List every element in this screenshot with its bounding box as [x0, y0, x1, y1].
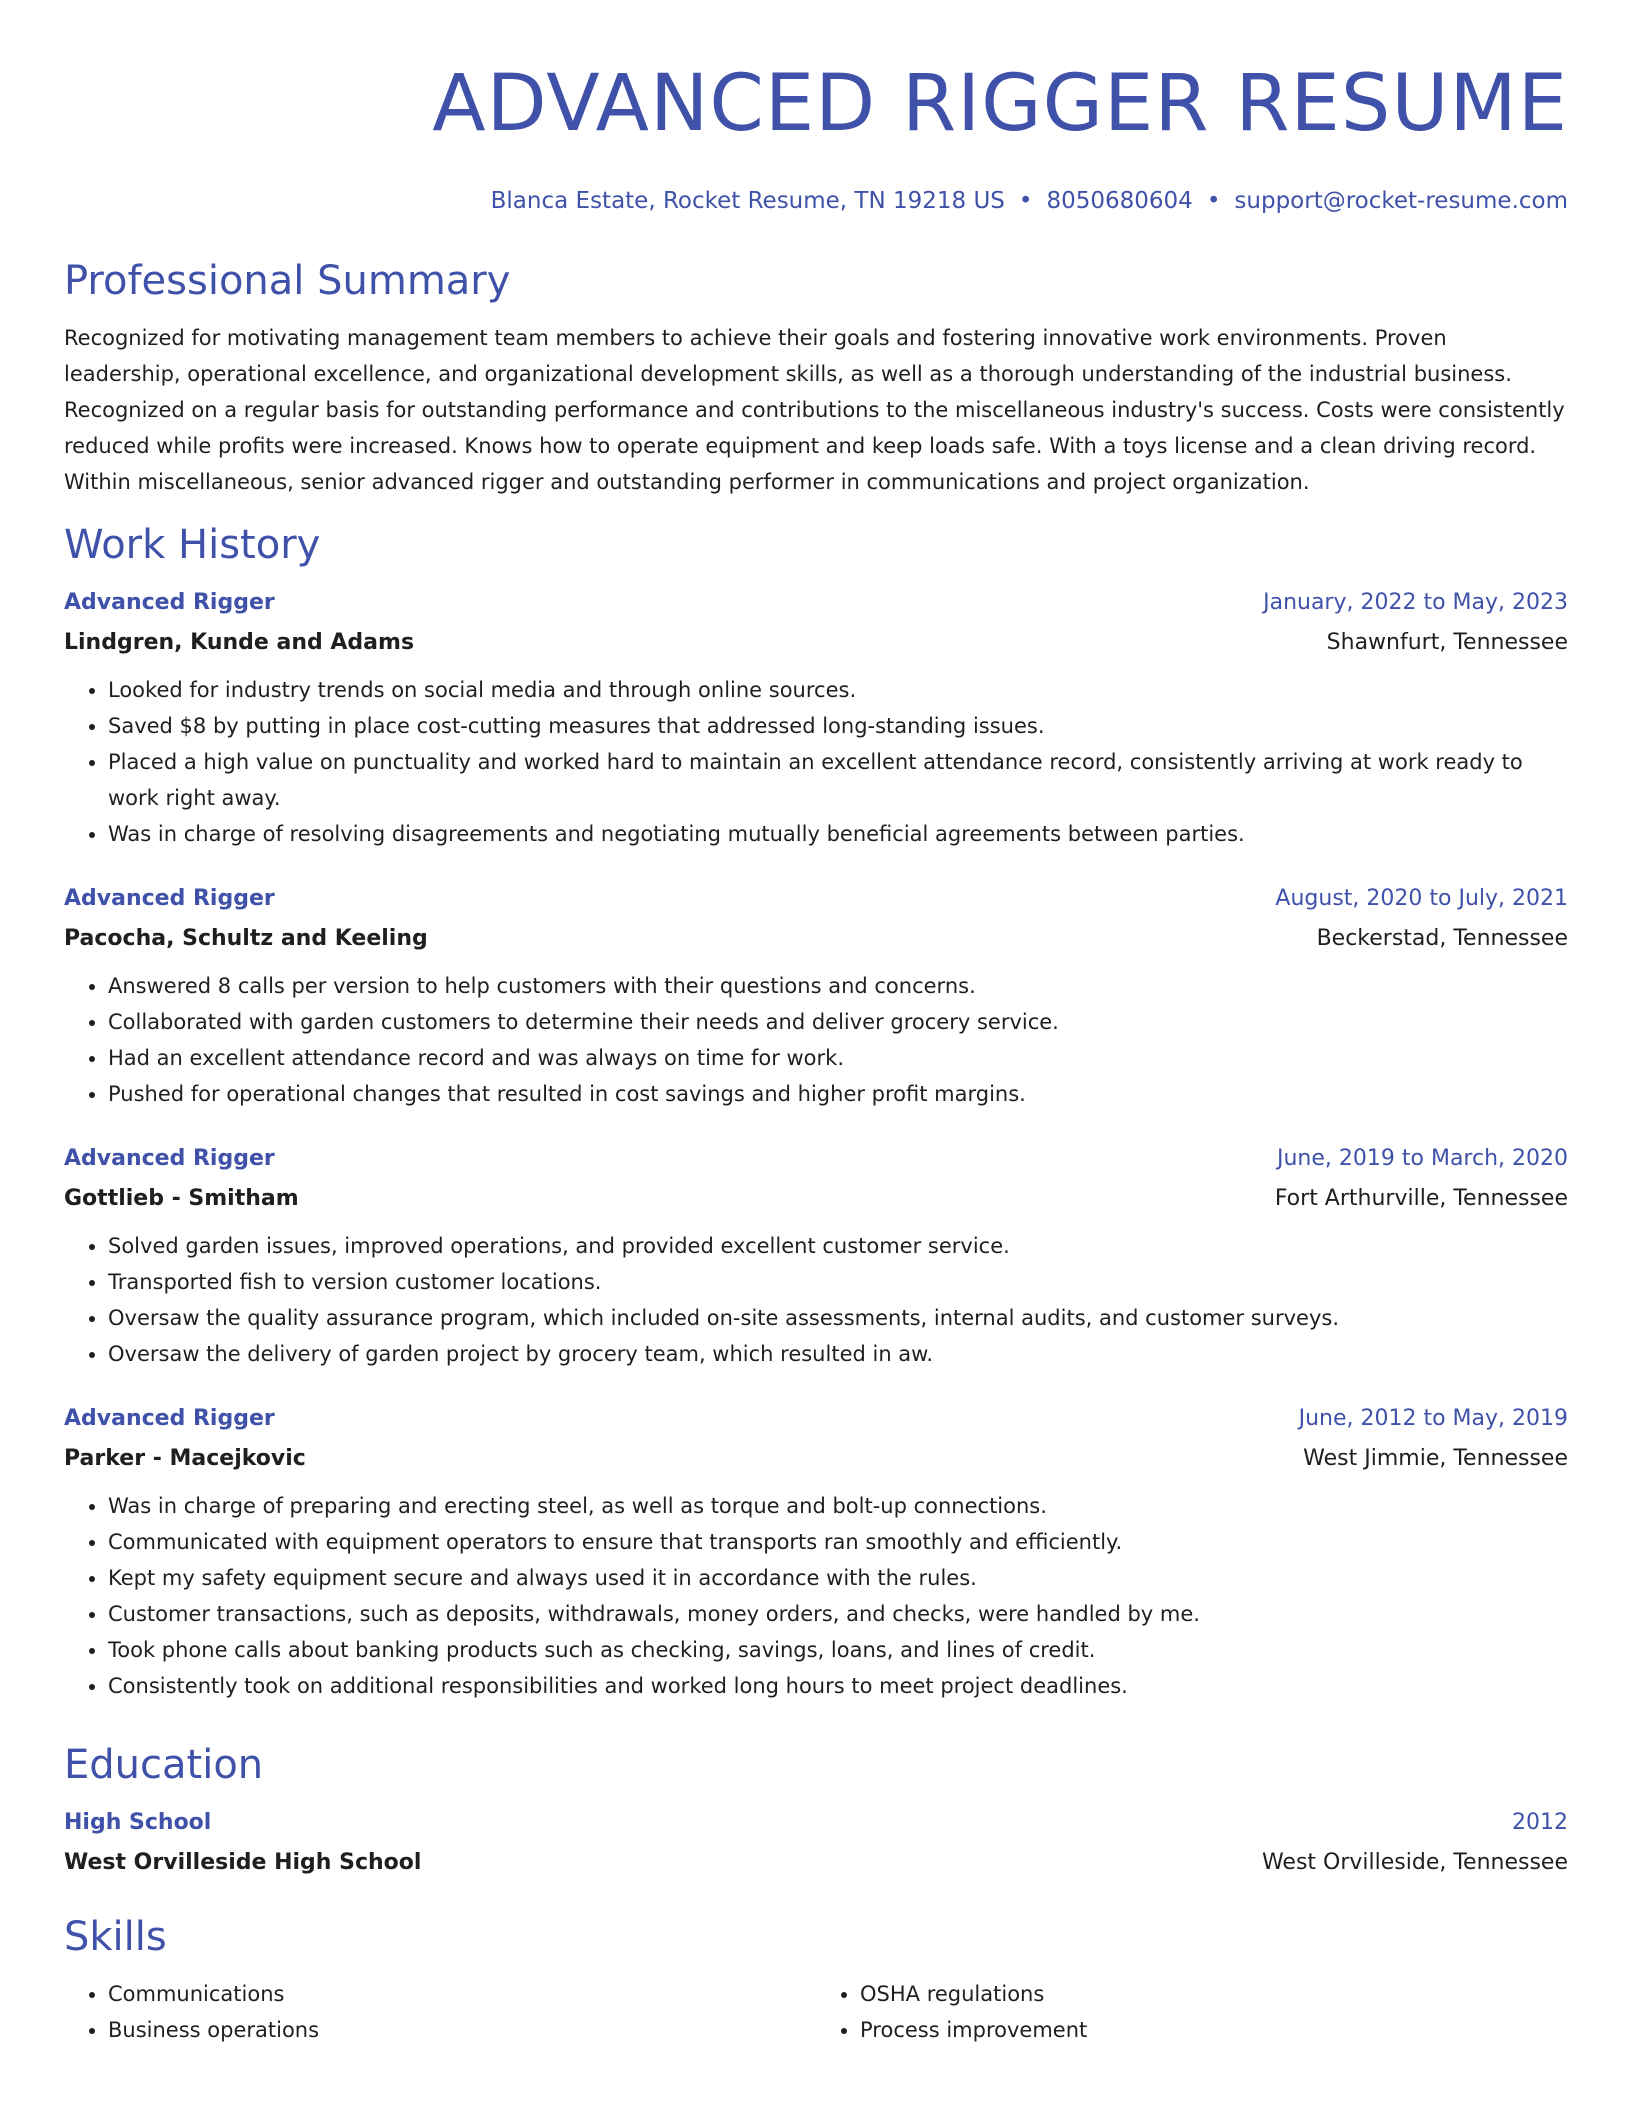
job-bullets — [64, 672, 1568, 852]
job-company-row — [64, 618, 1568, 658]
resume-page — [64, 0, 1568, 2048]
job-company-row — [64, 914, 1568, 954]
job-header-row — [64, 588, 1568, 618]
job-location: Fort Arthurville, Tennessee — [1274, 1186, 1568, 1211]
work-history-heading: Work History — [64, 522, 321, 568]
bullet-item: • Solved garden issues, improved operations, and provided excellent customer service. — [108, 1228, 1568, 1264]
bullet-item: • Pushed for operational changes that resulted in cost savings and higher profit margins. — [108, 1076, 1568, 1112]
job-header-row — [64, 1404, 1568, 1434]
bullet-item: • Looked for industry trends on social media and through online sources. — [108, 672, 1568, 708]
skills-column-left — [64, 1976, 816, 2048]
bullet-item: • Transported fish to version customer locations. — [108, 1264, 1568, 1300]
resume-title: ADVANCED RIGGER RESUME — [432, 59, 1568, 149]
job-role: Advanced Rigger — [64, 1406, 275, 1431]
job-dates: June, 2012 to May, 2019 — [1298, 1406, 1568, 1431]
summary-heading: Professional Summary — [64, 258, 511, 304]
job-entry — [64, 588, 1568, 852]
job-location: Shawnfurt, Tennessee — [1326, 630, 1568, 655]
bullet-item: • Saved $8 by putting in place cost-cutting measures that addressed long-standing issues. — [108, 708, 1568, 744]
job-entry — [64, 1404, 1568, 1704]
job-role: Advanced Rigger — [64, 886, 275, 911]
skills-column-right — [816, 1976, 1568, 2048]
school-name: West Orvilleside High School — [64, 1850, 422, 1875]
job-role: Advanced Rigger — [64, 1146, 275, 1171]
bullet-item: • Was in charge of preparing and erecting steel, as well as torque and bolt-up connections. — [108, 1488, 1568, 1524]
phone-text: 8050680604 — [1046, 188, 1193, 214]
skills-heading: Skills — [64, 1914, 167, 1960]
bullet-item: • Was in charge of resolving disagreements and negotiating mutually beneficial agreements between parties. — [108, 816, 1568, 852]
contact-line — [64, 186, 1568, 216]
education-year: 2012 — [1512, 1810, 1568, 1835]
bullet-item: • Customer transactions, such as deposits, withdrawals, money orders, and checks, were handled by me. — [108, 1596, 1568, 1632]
skills-list — [64, 1976, 1568, 2048]
job-dates: June, 2019 to March, 2020 — [1277, 1146, 1568, 1171]
skill-item: • Communications — [108, 1976, 816, 2012]
job-header-row — [64, 884, 1568, 914]
skill-item: • Business operations — [108, 2012, 816, 2048]
bullet-item: • Oversaw the quality assurance program, which included on-site assessments, internal audits, and customer surveys. — [108, 1300, 1568, 1336]
bullet-item: • Placed a high value on punctuality and worked hard to maintain an excellent attendance record, consistently arriving at work ready to work right away. — [108, 744, 1568, 816]
job-entry — [64, 1144, 1568, 1372]
job-list — [64, 588, 1568, 1704]
email-link[interactable]: support@rocket-resume.com — [1234, 188, 1568, 214]
job-company: Lindgren, Kunde and Adams — [64, 630, 415, 655]
job-role: Advanced Rigger — [64, 590, 275, 615]
job-bullets — [64, 1488, 1568, 1704]
separator-dot: • — [1018, 188, 1033, 214]
job-header-row — [64, 1144, 1568, 1174]
bullet-item: • Answered 8 calls per version to help customers with their questions and concerns. — [108, 968, 1568, 1004]
bullet-item: • Communicated with equipment operators to ensure that transports ran smoothly and efficiently. — [108, 1524, 1568, 1560]
skill-item: • Process improvement — [860, 2012, 1568, 2048]
address-text: Blanca Estate, Rocket Resume, TN 19218 US — [490, 188, 1005, 214]
bullet-item: • Kept my safety equipment secure and always used it in accordance with the rules. — [108, 1560, 1568, 1596]
job-company: Pacocha, Schultz and Keeling — [64, 926, 428, 951]
education-heading: Education — [64, 1742, 264, 1788]
bullet-item: • Had an excellent attendance record and was always on time for work. — [108, 1040, 1568, 1076]
job-dates: August, 2020 to July, 2021 — [1275, 886, 1568, 911]
job-company: Parker - Macejkovic — [64, 1446, 306, 1471]
separator-dot: • — [1206, 188, 1221, 214]
job-bullets — [64, 1228, 1568, 1372]
bullet-item: • Took phone calls about banking products such as checking, savings, loans, and lines of credit. — [108, 1632, 1568, 1668]
job-entry — [64, 884, 1568, 1112]
degree-text: High School — [64, 1810, 212, 1835]
job-company: Gottlieb - Smitham — [64, 1186, 299, 1211]
education-entry — [64, 1808, 1568, 1878]
bullet-item: • Consistently took on additional responsibilities and worked long hours to meet project deadlines. — [108, 1668, 1568, 1704]
bullet-item: • Oversaw the delivery of garden project by grocery team, which resulted in aw. — [108, 1336, 1568, 1372]
bullet-item: • Collaborated with garden customers to determine their needs and deliver grocery service. — [108, 1004, 1568, 1040]
job-company-row — [64, 1174, 1568, 1214]
job-location: West Jimmie, Tennessee — [1303, 1446, 1568, 1471]
job-dates: January, 2022 to May, 2023 — [1263, 590, 1568, 615]
job-company-row — [64, 1434, 1568, 1474]
skill-item: • OSHA regulations — [860, 1976, 1568, 2012]
summary-text: Recognized for motivating management team members to achieve their goals and fostering innovative work environments. Proven leadership, operational excellence, and organizational development skills, as well as a thorough understanding of the industrial business. Recognized on a regular basis for outstanding performance and contributions to the miscellaneous industry's success. Costs were consistently reduced while profits were increased. Knows how to operate equipment and keep loads safe. With a toys license and a clean driving record. Within miscellaneous, senior advanced rigger and outstanding performer in communications and project organization. — [64, 326, 1565, 494]
job-location: Beckerstad, Tennessee — [1316, 926, 1568, 951]
school-location: West Orvilleside, Tennessee — [1261, 1850, 1568, 1875]
job-bullets — [64, 968, 1568, 1112]
